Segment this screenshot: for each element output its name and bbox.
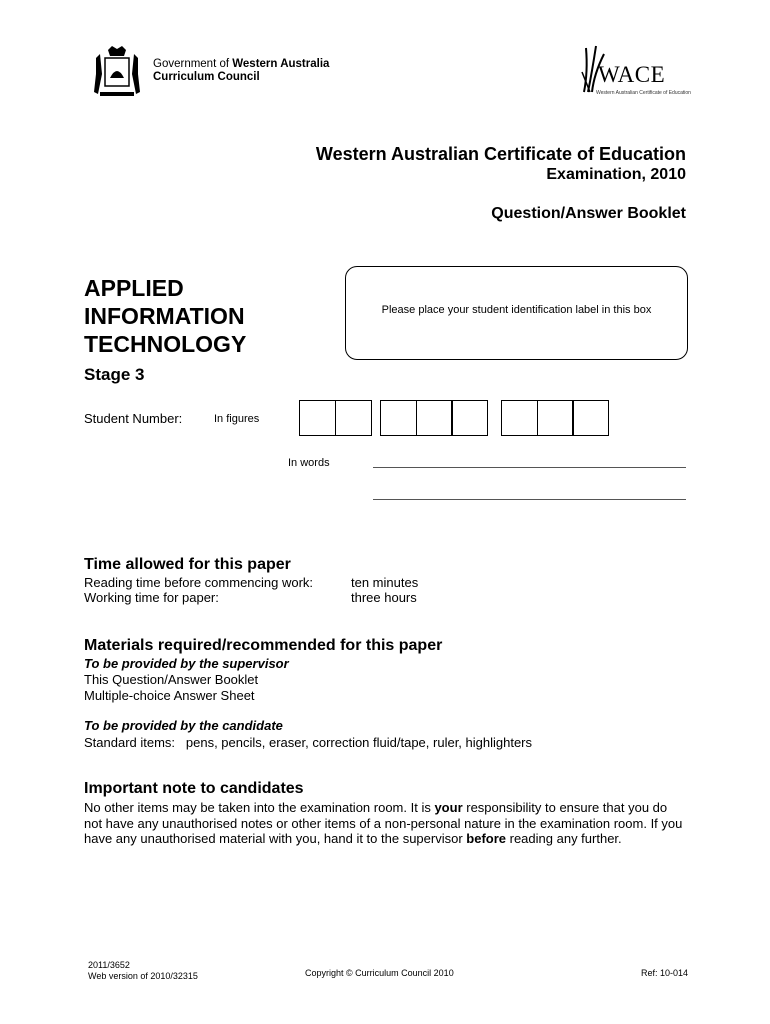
examination-year: Examination, 2010 <box>546 166 686 183</box>
student-number-label: Student Number: <box>84 411 183 426</box>
student-id-label-box <box>345 266 688 360</box>
note-part-2: responsibility to ensure that you do not have any unauthorised notes or other items of a non-personal nature in the examination room. If you have any unauthorised material with you, hand it to the supervisor <box>84 800 683 846</box>
subject-title <box>84 274 246 358</box>
government-state: Western Australia <box>232 58 330 70</box>
subject-line-2: INFORMATION <box>84 303 245 329</box>
working-time-label: Working time for paper: <box>84 590 219 605</box>
digit-group-3 <box>501 400 609 436</box>
subject-line-1: APPLIED <box>84 275 184 301</box>
certificate-title: Western Australian Certificate of Education <box>315 144 686 164</box>
digit-box[interactable] <box>380 400 417 436</box>
candidate-items: Standard items: pens, pencils, eraser, correction fluid/tape, ruler, highlighters <box>84 735 533 750</box>
supervisor-item-answer-sheet: Multiple-choice Answer Sheet <box>84 688 255 703</box>
working-time-value: three hours <box>351 590 417 605</box>
candidate-heading: To be provided by the candidate <box>84 718 283 733</box>
stage-label: Stage 3 <box>84 365 145 384</box>
digit-box[interactable] <box>335 400 372 436</box>
footer-codes <box>88 960 198 982</box>
footer-code: 2011/3652 <box>88 960 130 970</box>
wace-tagline: Western Australian Certificate of Education <box>596 90 691 96</box>
wace-logo-text: WACE <box>598 62 666 87</box>
supervisor-heading: To be provided by the supervisor <box>84 656 289 671</box>
note-bold-before: before <box>466 831 507 846</box>
digit-box[interactable] <box>537 400 574 436</box>
words-line-1[interactable] <box>373 467 686 468</box>
council-name: Curriculum Council <box>153 71 260 83</box>
digit-box[interactable] <box>416 400 453 436</box>
digit-box[interactable] <box>299 400 336 436</box>
digit-group-2 <box>380 400 488 436</box>
words-line-2[interactable] <box>373 499 686 500</box>
government-name <box>153 58 329 70</box>
digit-box[interactable] <box>501 400 538 436</box>
subject-line-3: TECHNOLOGY <box>84 331 247 357</box>
digit-group-1 <box>299 400 372 436</box>
note-heading: Important note to candidates <box>84 780 304 797</box>
wa-crest-logo <box>86 44 148 100</box>
note-bold-your: your <box>434 800 463 815</box>
in-words-label: In words <box>288 457 330 469</box>
digit-box[interactable] <box>451 400 488 436</box>
materials-heading: Materials required/recommended for this paper <box>84 637 443 654</box>
footer-ref: Ref: 10-014 <box>640 968 688 978</box>
footer-web-version: Web version of 2010/32315 <box>88 971 198 981</box>
booklet-title: Question/Answer Booklet <box>491 205 686 222</box>
reading-time-value: ten minutes <box>351 575 419 590</box>
note-text <box>84 800 684 847</box>
supervisor-item-booklet: This Question/Answer Booklet <box>84 672 259 687</box>
footer-copyright: Copyright © Curriculum Council 2010 <box>305 968 454 978</box>
reading-time-label: Reading time before commencing work: <box>84 575 314 590</box>
time-heading: Time allowed for this paper <box>84 556 291 573</box>
note-part-1: No other items may be taken into the examination room. It is <box>84 800 435 815</box>
id-box-instruction: Please place your student identification label in this box <box>381 304 652 316</box>
in-figures-label: In figures <box>214 413 260 425</box>
government-prefix: Government of <box>153 58 233 70</box>
digit-box[interactable] <box>572 400 609 436</box>
note-part-3: reading any further. <box>506 831 622 846</box>
